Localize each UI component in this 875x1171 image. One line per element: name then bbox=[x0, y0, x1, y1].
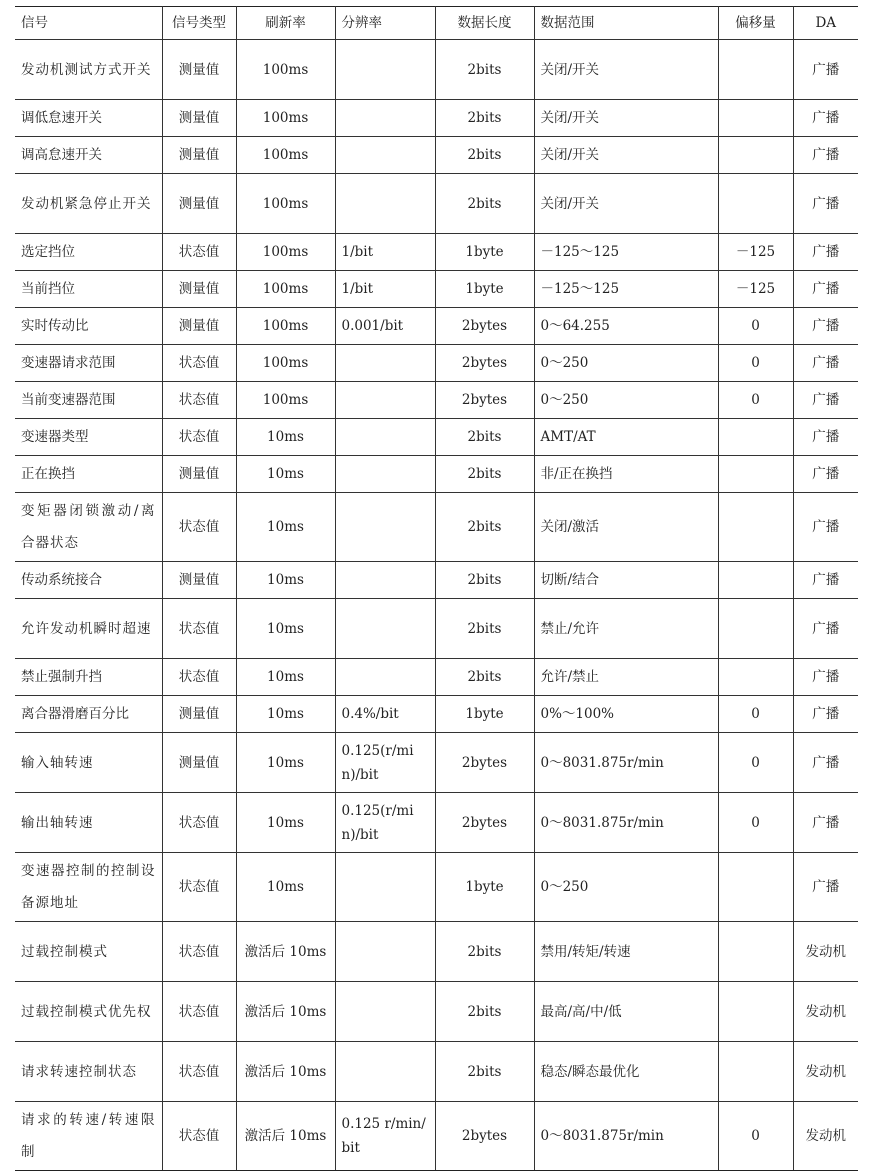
table-row bbox=[15, 1102, 858, 1171]
signal-cell: 离合器滑磨百分比 bbox=[15, 696, 162, 733]
refresh-cell: 10ms bbox=[236, 493, 335, 562]
offset-cell bbox=[718, 562, 793, 599]
length-cell: 2bits bbox=[435, 659, 534, 696]
header-data-length: 数据长度 bbox=[435, 7, 534, 40]
length-cell: 1byte bbox=[435, 696, 534, 733]
range-cell: 0～250 bbox=[534, 853, 718, 922]
resolution-cell bbox=[335, 659, 435, 696]
length-cell: 2bytes bbox=[435, 1102, 534, 1171]
da-cell: 广播 bbox=[793, 853, 858, 922]
type-cell: 状态值 bbox=[162, 853, 236, 922]
range-cell: 禁止/允许 bbox=[534, 599, 718, 659]
type-cell: 测量值 bbox=[162, 562, 236, 599]
offset-cell bbox=[718, 493, 793, 562]
table-row bbox=[15, 922, 858, 982]
signal-cell: 当前变速器范围 bbox=[15, 382, 162, 419]
table-row bbox=[15, 137, 858, 174]
type-cell: 状态值 bbox=[162, 345, 236, 382]
range-cell: 关闭/开关 bbox=[534, 137, 718, 174]
length-cell: 2bits bbox=[435, 100, 534, 137]
refresh-cell: 激活后 10ms bbox=[236, 1102, 335, 1171]
length-cell: 2bits bbox=[435, 456, 534, 493]
refresh-cell: 100ms bbox=[236, 174, 335, 234]
range-cell: 禁用/转矩/转速 bbox=[534, 922, 718, 982]
da-cell: 广播 bbox=[793, 234, 858, 271]
length-cell: 2bytes bbox=[435, 345, 534, 382]
table-row bbox=[15, 982, 858, 1042]
refresh-cell: 100ms bbox=[236, 137, 335, 174]
resolution-cell bbox=[335, 100, 435, 137]
resolution-cell: 0.001/bit bbox=[335, 308, 435, 345]
table-row bbox=[15, 696, 858, 733]
da-cell: 广播 bbox=[793, 382, 858, 419]
table-row bbox=[15, 793, 858, 853]
signal-cell: 正在换挡 bbox=[15, 456, 162, 493]
signal-table bbox=[15, 6, 858, 1171]
da-cell: 广播 bbox=[793, 100, 858, 137]
offset-cell bbox=[718, 1042, 793, 1102]
offset-cell: －125 bbox=[718, 271, 793, 308]
refresh-cell: 激活后 10ms bbox=[236, 982, 335, 1042]
offset-cell bbox=[718, 853, 793, 922]
da-cell: 发动机 bbox=[793, 1042, 858, 1102]
type-cell: 测量值 bbox=[162, 40, 236, 100]
offset-cell bbox=[718, 100, 793, 137]
type-cell: 状态值 bbox=[162, 982, 236, 1042]
offset-cell: 0 bbox=[718, 382, 793, 419]
type-cell: 状态值 bbox=[162, 493, 236, 562]
resolution-cell: 0.125 r/min/bit bbox=[335, 1102, 435, 1171]
offset-cell: 0 bbox=[718, 345, 793, 382]
offset-cell bbox=[718, 419, 793, 456]
da-cell: 广播 bbox=[793, 271, 858, 308]
length-cell: 1byte bbox=[435, 234, 534, 271]
signal-cell: 调低怠速开关 bbox=[15, 100, 162, 137]
signal-cell: 调高怠速开关 bbox=[15, 137, 162, 174]
offset-cell: 0 bbox=[718, 308, 793, 345]
type-cell: 测量值 bbox=[162, 308, 236, 345]
signal-cell: 发动机紧急停止开关 bbox=[15, 174, 162, 234]
resolution-cell bbox=[335, 174, 435, 234]
refresh-cell: 10ms bbox=[236, 562, 335, 599]
range-cell: 关闭/开关 bbox=[534, 100, 718, 137]
length-cell: 2bits bbox=[435, 174, 534, 234]
type-cell: 状态值 bbox=[162, 234, 236, 271]
signal-cell: 输入轴转速 bbox=[15, 733, 162, 793]
offset-cell: 0 bbox=[718, 793, 793, 853]
refresh-cell: 100ms bbox=[236, 382, 335, 419]
range-cell: 0～8031.875r/min bbox=[534, 1102, 718, 1171]
header-data-range: 数据范围 bbox=[534, 7, 718, 40]
offset-cell: －125 bbox=[718, 234, 793, 271]
table-row bbox=[15, 308, 858, 345]
da-cell: 广播 bbox=[793, 308, 858, 345]
resolution-cell bbox=[335, 982, 435, 1042]
refresh-cell: 10ms bbox=[236, 793, 335, 853]
refresh-cell: 100ms bbox=[236, 100, 335, 137]
length-cell: 2bits bbox=[435, 922, 534, 982]
refresh-cell: 10ms bbox=[236, 456, 335, 493]
length-cell: 2bits bbox=[435, 493, 534, 562]
table-row bbox=[15, 234, 858, 271]
table-row bbox=[15, 382, 858, 419]
range-cell: 非/正在换挡 bbox=[534, 456, 718, 493]
table-row bbox=[15, 419, 858, 456]
range-cell: 最高/高/中/低 bbox=[534, 982, 718, 1042]
range-cell: 允许/禁止 bbox=[534, 659, 718, 696]
signal-cell: 请求的转速/转速限制 bbox=[15, 1102, 162, 1171]
range-cell: 0%～100% bbox=[534, 696, 718, 733]
da-cell: 广播 bbox=[793, 493, 858, 562]
header-row bbox=[15, 7, 858, 40]
range-cell: －125～125 bbox=[534, 234, 718, 271]
da-cell: 广播 bbox=[793, 562, 858, 599]
signal-cell: 实时传动比 bbox=[15, 308, 162, 345]
da-cell: 广播 bbox=[793, 733, 858, 793]
header-resolution: 分辨率 bbox=[335, 7, 435, 40]
resolution-cell bbox=[335, 419, 435, 456]
length-cell: 2bytes bbox=[435, 308, 534, 345]
offset-cell bbox=[718, 174, 793, 234]
signal-cell: 当前挡位 bbox=[15, 271, 162, 308]
table-row bbox=[15, 599, 858, 659]
resolution-cell bbox=[335, 382, 435, 419]
type-cell: 测量值 bbox=[162, 696, 236, 733]
type-cell: 测量值 bbox=[162, 271, 236, 308]
offset-cell: 0 bbox=[718, 1102, 793, 1171]
table-row bbox=[15, 493, 858, 562]
table-row bbox=[15, 345, 858, 382]
resolution-cell bbox=[335, 599, 435, 659]
range-cell: 0～250 bbox=[534, 382, 718, 419]
length-cell: 2bits bbox=[435, 419, 534, 456]
da-cell: 发动机 bbox=[793, 1102, 858, 1171]
resolution-cell: 1/bit bbox=[335, 234, 435, 271]
da-cell: 广播 bbox=[793, 599, 858, 659]
refresh-cell: 100ms bbox=[236, 271, 335, 308]
type-cell: 测量值 bbox=[162, 137, 236, 174]
range-cell: 关闭/开关 bbox=[534, 174, 718, 234]
resolution-cell bbox=[335, 853, 435, 922]
signal-cell: 变速器控制的控制设备源地址 bbox=[15, 853, 162, 922]
range-cell: 关闭/激活 bbox=[534, 493, 718, 562]
resolution-cell bbox=[335, 1042, 435, 1102]
da-cell: 广播 bbox=[793, 345, 858, 382]
resolution-cell bbox=[335, 562, 435, 599]
refresh-cell: 激活后 10ms bbox=[236, 922, 335, 982]
offset-cell: 0 bbox=[718, 733, 793, 793]
da-cell: 广播 bbox=[793, 419, 858, 456]
range-cell: －125～125 bbox=[534, 271, 718, 308]
length-cell: 2bits bbox=[435, 599, 534, 659]
table-row bbox=[15, 659, 858, 696]
type-cell: 状态值 bbox=[162, 599, 236, 659]
signal-cell: 变速器请求范围 bbox=[15, 345, 162, 382]
header-da: DA bbox=[793, 7, 858, 40]
refresh-cell: 100ms bbox=[236, 234, 335, 271]
type-cell: 测量值 bbox=[162, 456, 236, 493]
da-cell: 发动机 bbox=[793, 982, 858, 1042]
offset-cell bbox=[718, 137, 793, 174]
offset-cell bbox=[718, 40, 793, 100]
refresh-cell: 100ms bbox=[236, 308, 335, 345]
signal-cell: 输出轴转速 bbox=[15, 793, 162, 853]
length-cell: 2bits bbox=[435, 562, 534, 599]
refresh-cell: 10ms bbox=[236, 853, 335, 922]
type-cell: 测量值 bbox=[162, 174, 236, 234]
resolution-cell bbox=[335, 345, 435, 382]
table-row bbox=[15, 733, 858, 793]
resolution-cell: 1/bit bbox=[335, 271, 435, 308]
length-cell: 1byte bbox=[435, 853, 534, 922]
length-cell: 2bytes bbox=[435, 382, 534, 419]
refresh-cell: 10ms bbox=[236, 659, 335, 696]
header-offset: 偏移量 bbox=[718, 7, 793, 40]
length-cell: 2bits bbox=[435, 982, 534, 1042]
type-cell: 测量值 bbox=[162, 733, 236, 793]
resolution-cell: 0.125(r/min)/bit bbox=[335, 733, 435, 793]
signal-cell: 禁止强制升挡 bbox=[15, 659, 162, 696]
table-row bbox=[15, 853, 858, 922]
signal-cell: 变矩器闭锁激动/离合器状态 bbox=[15, 493, 162, 562]
table-row bbox=[15, 456, 858, 493]
offset-cell bbox=[718, 922, 793, 982]
table-row bbox=[15, 271, 858, 308]
offset-cell bbox=[718, 982, 793, 1042]
resolution-cell bbox=[335, 137, 435, 174]
table-row bbox=[15, 174, 858, 234]
range-cell: 0～250 bbox=[534, 345, 718, 382]
refresh-cell: 100ms bbox=[236, 345, 335, 382]
range-cell: AMT/AT bbox=[534, 419, 718, 456]
da-cell: 广播 bbox=[793, 40, 858, 100]
refresh-cell: 100ms bbox=[236, 40, 335, 100]
da-cell: 广播 bbox=[793, 137, 858, 174]
type-cell: 状态值 bbox=[162, 922, 236, 982]
signal-cell: 过载控制模式优先权 bbox=[15, 982, 162, 1042]
offset-cell bbox=[718, 599, 793, 659]
range-cell: 关闭/开关 bbox=[534, 40, 718, 100]
length-cell: 1byte bbox=[435, 271, 534, 308]
signal-cell: 过载控制模式 bbox=[15, 922, 162, 982]
refresh-cell: 10ms bbox=[236, 696, 335, 733]
resolution-cell: 0.4%/bit bbox=[335, 696, 435, 733]
offset-cell bbox=[718, 659, 793, 696]
refresh-cell: 10ms bbox=[236, 419, 335, 456]
range-cell: 0～8031.875r/min bbox=[534, 793, 718, 853]
da-cell: 广播 bbox=[793, 174, 858, 234]
type-cell: 测量值 bbox=[162, 100, 236, 137]
type-cell: 状态值 bbox=[162, 659, 236, 696]
table-row bbox=[15, 562, 858, 599]
signal-cell: 传动系统接合 bbox=[15, 562, 162, 599]
resolution-cell bbox=[335, 456, 435, 493]
type-cell: 状态值 bbox=[162, 419, 236, 456]
header-refresh-rate: 刷新率 bbox=[236, 7, 335, 40]
resolution-cell bbox=[335, 493, 435, 562]
resolution-cell bbox=[335, 40, 435, 100]
offset-cell: 0 bbox=[718, 696, 793, 733]
signal-cell: 变速器类型 bbox=[15, 419, 162, 456]
table-row bbox=[15, 40, 858, 100]
da-cell: 广播 bbox=[793, 456, 858, 493]
da-cell: 发动机 bbox=[793, 922, 858, 982]
range-cell: 0～64.255 bbox=[534, 308, 718, 345]
signal-cell: 请求转速控制状态 bbox=[15, 1042, 162, 1102]
length-cell: 2bytes bbox=[435, 733, 534, 793]
type-cell: 状态值 bbox=[162, 382, 236, 419]
da-cell: 广播 bbox=[793, 793, 858, 853]
type-cell: 状态值 bbox=[162, 1042, 236, 1102]
resolution-cell bbox=[335, 922, 435, 982]
header-signal: 信号 bbox=[15, 7, 162, 40]
signal-cell: 发动机测试方式开关 bbox=[15, 40, 162, 100]
length-cell: 2bits bbox=[435, 1042, 534, 1102]
signal-cell: 允许发动机瞬时超速 bbox=[15, 599, 162, 659]
length-cell: 2bytes bbox=[435, 793, 534, 853]
header-signal-type: 信号类型 bbox=[162, 7, 236, 40]
range-cell: 切断/结合 bbox=[534, 562, 718, 599]
refresh-cell: 激活后 10ms bbox=[236, 1042, 335, 1102]
da-cell: 广播 bbox=[793, 659, 858, 696]
da-cell: 广播 bbox=[793, 696, 858, 733]
table-row bbox=[15, 1042, 858, 1102]
length-cell: 2bits bbox=[435, 40, 534, 100]
type-cell: 状态值 bbox=[162, 1102, 236, 1171]
length-cell: 2bits bbox=[435, 137, 534, 174]
range-cell: 0～8031.875r/min bbox=[534, 733, 718, 793]
range-cell: 稳态/瞬态最优化 bbox=[534, 1042, 718, 1102]
offset-cell bbox=[718, 456, 793, 493]
signal-cell: 选定挡位 bbox=[15, 234, 162, 271]
refresh-cell: 10ms bbox=[236, 733, 335, 793]
type-cell: 状态值 bbox=[162, 793, 236, 853]
table-row bbox=[15, 100, 858, 137]
resolution-cell: 0.125(r/min)/bit bbox=[335, 793, 435, 853]
refresh-cell: 10ms bbox=[236, 599, 335, 659]
